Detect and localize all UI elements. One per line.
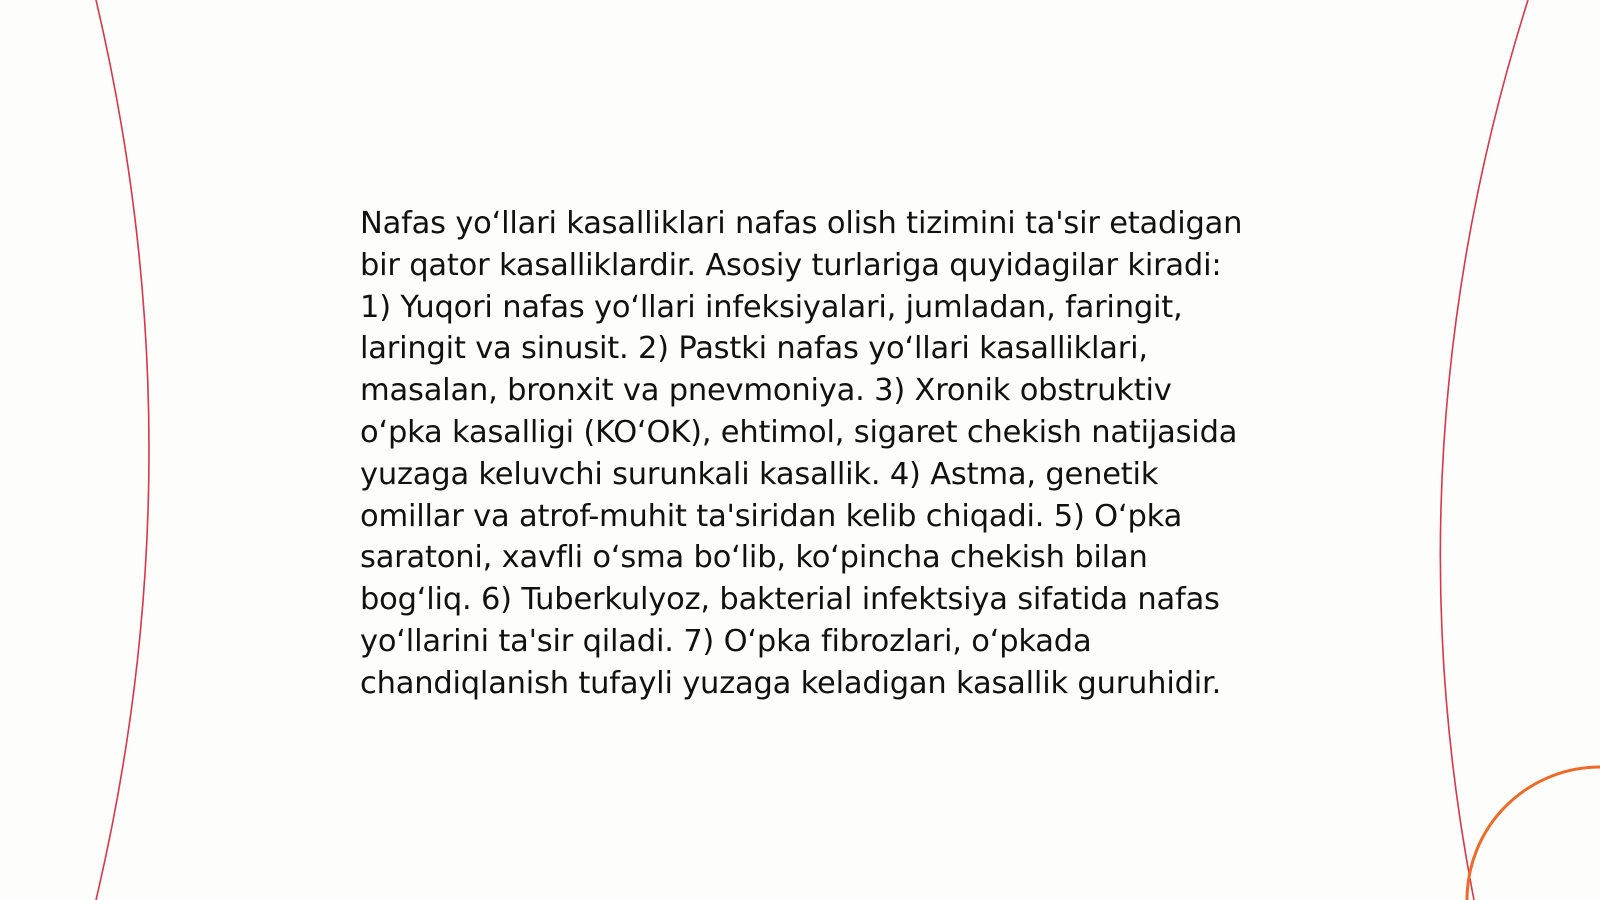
slide-body-text: Nafas yo‘llari kasalliklari nafas olish tizimini ta'sir etadigan bir qator kasalliklardir. Asosiy turlariga quyidagilar kiradi: 1) Yuqori nafas yo‘llari infeksiyalari, jumladan, faringit, laringit va sinusit. 2) Pastki nafas yo‘llari kasalliklari, masalan, bronxit va pnevmoniya. 3) Xronik obstruktiv o‘pka kasalligi (KO‘OK), ehtimol, sigaret chekish natijasida yuzaga keluvchi surunkali kasallik. 4) Astma, genetik omillar va atrof-muhit ta'siridan kelib chiqadi. 5) O‘pka saratoni, xavfli o‘sma bo‘lib, ko‘pincha chekish bilan bog‘liq. 6) Tuberkulyoz, bakterial infektsiya sifatida nafas yo‘llarini ta'sir qiladi. 7) O‘pka fibrozlari, o‘pkada chandiqlanish tufayli yuzaga keladigan kasallik guruhidir. (360, 206, 1243, 701)
accent-arc (1467, 767, 1600, 900)
right-curve-line (1440, 0, 1528, 900)
left-curve-line (96, 0, 149, 900)
